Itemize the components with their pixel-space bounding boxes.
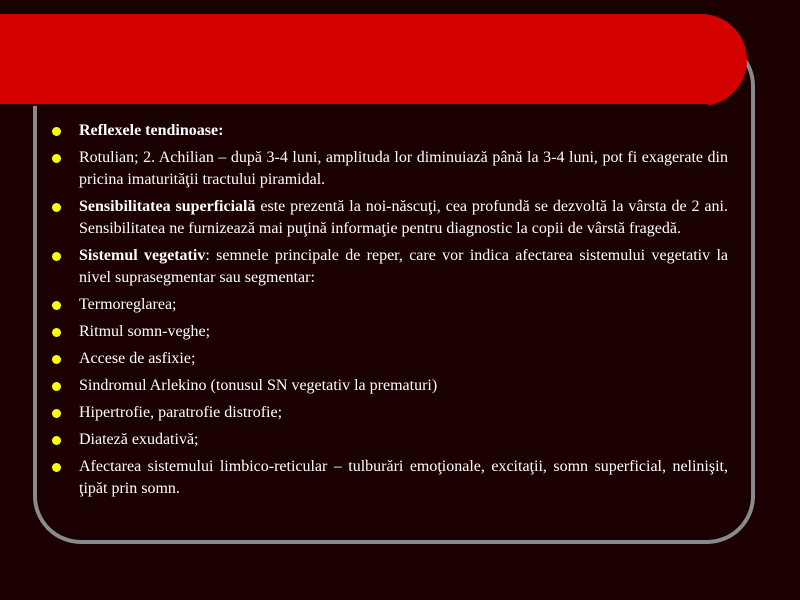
bullet-icon bbox=[52, 127, 61, 136]
item-text: Rotulian; 2. Achilian – după 3-4 luni, amplituda lor diminuiază până la 3-4 luni, pot fi exagerate din pricina imaturităţii tractului piramidal. bbox=[79, 149, 728, 188]
list-item bbox=[48, 348, 728, 370]
item-text: Hipertrofie, paratrofie distrofie; bbox=[79, 404, 283, 421]
bullet-icon bbox=[52, 301, 61, 310]
item-bold-text: Sistemul vegetativ bbox=[79, 247, 206, 264]
item-bold-text: Sensibilitatea superficială bbox=[79, 198, 256, 215]
item-text: Diateză exudativă; bbox=[79, 431, 199, 448]
list-item bbox=[48, 321, 728, 343]
item-text: Accese de asfixie; bbox=[79, 350, 196, 367]
list-item bbox=[48, 294, 728, 316]
item-text: Termoreglarea; bbox=[79, 296, 177, 313]
bullet-icon bbox=[52, 463, 61, 472]
list-item bbox=[48, 147, 728, 191]
banner-divider bbox=[0, 104, 708, 106]
bullet-icon bbox=[52, 154, 61, 163]
list-item bbox=[48, 429, 728, 451]
bullet-icon bbox=[52, 252, 61, 261]
bullet-icon bbox=[52, 328, 61, 337]
bullet-icon bbox=[52, 436, 61, 445]
bullet-icon bbox=[52, 382, 61, 391]
list-item bbox=[48, 120, 728, 142]
list-item bbox=[48, 402, 728, 424]
item-bold-text: Reflexele tendinoase: bbox=[79, 122, 224, 139]
item-text: Afectarea sistemului limbico-reticular – tulburări emoţionale, excitaţii, somn superficial, nelinişit, ţipăt prin somn. bbox=[79, 458, 728, 497]
item-text: : semnele principale de reper, care vor indica afectarea sistemului vegetativ la nivel suprasegmentar sau segmentar: bbox=[79, 247, 728, 286]
list-item bbox=[48, 456, 728, 500]
bullet-icon bbox=[52, 409, 61, 418]
item-text: Ritmul somn-veghe; bbox=[79, 323, 211, 340]
list-item bbox=[48, 196, 728, 240]
bullet-icon bbox=[52, 203, 61, 212]
bullet-icon bbox=[52, 355, 61, 364]
bullet-list bbox=[48, 120, 728, 505]
item-text: este prezentă la noi-născuţi, cea profundă se dezvoltă la vârsta de 2 ani. Sensibilitatea ne furnizează mai puţină informaţie pentru diagnostic la copii de vârstă fragedă. bbox=[79, 198, 728, 237]
title-banner bbox=[0, 14, 747, 106]
list-item bbox=[48, 245, 728, 289]
item-text: Sindromul Arlekino (tonusul SN vegetativ la prematuri) bbox=[79, 377, 438, 394]
list-item bbox=[48, 375, 728, 397]
